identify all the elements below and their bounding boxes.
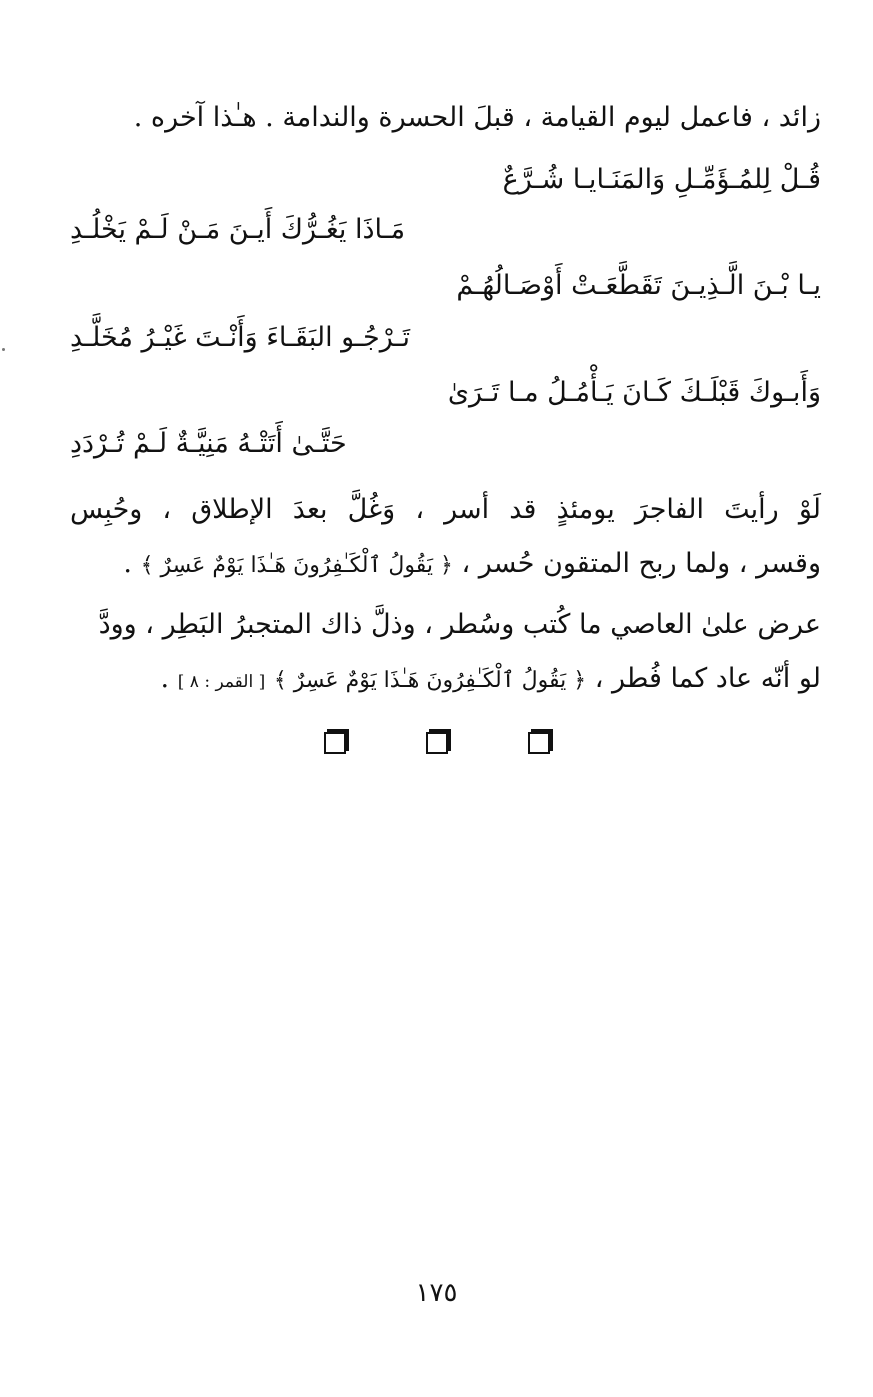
paragraph-2-line-1: عرض علىٰ العاصي ما كُتب وسُطر ، وذلَّ ذاك المتجبرُ البَطِر ، وودَّ [98,609,821,640]
quran-quote: ﴿ يَقُولُ ٱلْكَـٰفِرُونَ هَـٰذَا يَوْمٌ عَسِرٌ ﴾ [273,668,587,693]
square-ornament-icon [324,732,346,754]
poem-verse-1-second-hemistich: مَـاذَا يَغُـرُّكَ أَيـنَ مَـنْ لَـمْ يَخْلُـدِ [70,214,406,245]
scan-speck [2,348,5,351]
quran-quote: ﴿ يَقُولُ ٱلْكَـٰفِرُونَ هَـٰذَا يَوْمٌ عَسِرٌ ﴾ [140,553,453,578]
prose-intro-line: زائد ، فاعمل ليوم القيامة ، قبلَ الحسرة والندامة . هـٰذا آخره . [133,102,821,133]
sentence-end: . [160,663,170,694]
paragraph-1-line-1: لَوْ رأيتَ الفاجرَ يومئذٍ قد أسر ، وَغُلَّ بعدَ الإطلاق ، وحُبِس [70,494,821,525]
square-ornament-icon [426,732,448,754]
paragraph-2-line-2 [161,659,821,702]
section-divider [0,732,873,762]
poem-verse-2-first-hemistich: يـا بْـنَ الَّـذِيـنَ تَقَطَّعَـتْ أَوْصَـالُهُـمْ [456,270,821,301]
paragraph-2-text: لو أنّه عاد كما فُطر ، [594,663,821,694]
paragraph-1-text: وقسر ، ولما ربح المتقون حُسر ، [461,548,821,579]
poem-verse-3-second-hemistich: حَتَّـىٰ أَتَتْـهُ مَنِيَّـةٌ لَـمْ تُـرْدَدِ [70,428,347,459]
page-number: ١٧٥ [415,1278,458,1308]
poem-verse-3-first-hemistich: وَأَبـوكَ قَبْلَـكَ كَـانَ يَـأْمُـلُ مـا تَـرَىٰ [447,377,821,408]
surah-reference: [ القمر : ٨ ] [177,672,266,692]
square-ornament-icon [528,732,550,754]
poem-verse-1-first-hemistich: قُـلْ لِلمُـؤَمِّـلِ وَالمَنَـايـا شُـرَّعٌ [502,164,821,195]
poem-verse-2-second-hemistich: تَـرْجُـو البَقَـاءَ وَأَنْـتَ غَيْـرُ مُخَلَّـدِ [70,322,411,353]
paragraph-1-line-2 [123,544,821,586]
sentence-end: . [123,548,132,579]
